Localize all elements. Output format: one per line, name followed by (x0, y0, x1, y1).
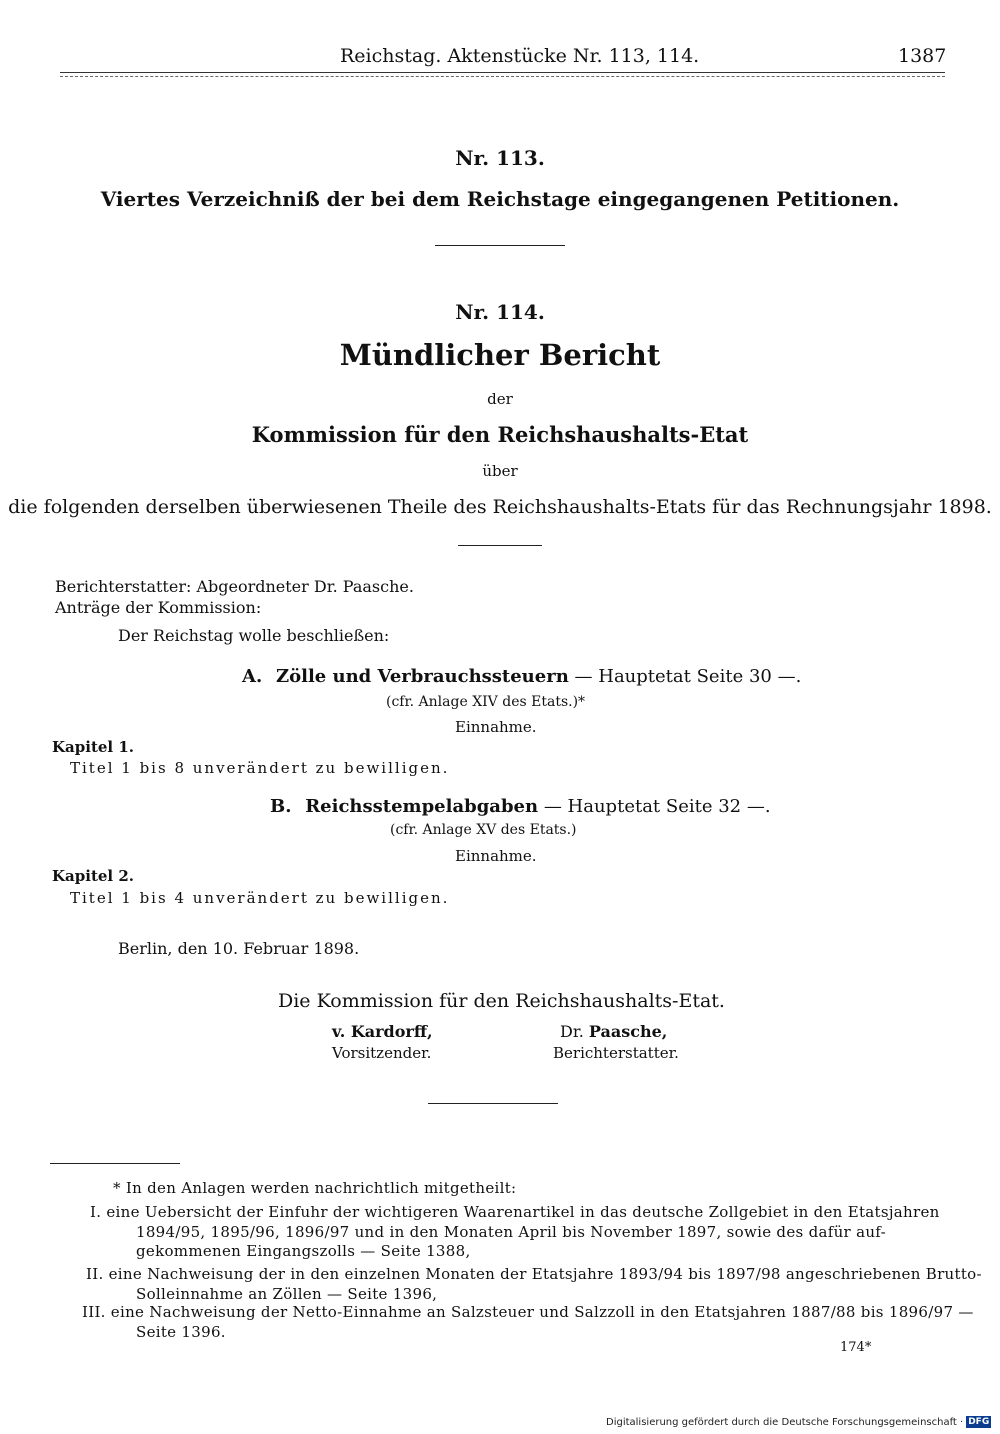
line-der: der (487, 390, 513, 408)
section-b-page-ref: — Hauptetat Seite 32 —. (538, 796, 771, 817)
dfg-logo: DFG (968, 1417, 990, 1427)
footnote-intro: * In den Anlagen werden nachrichtlich mitgetheilt: (113, 1179, 517, 1197)
nr114-number: Nr. 114. (455, 300, 545, 324)
digitization-credit (606, 1416, 991, 1428)
section-a-title: Zölle und Verbrauchssteuern (275, 666, 569, 687)
chair-name: v. Kardorff, (332, 1022, 433, 1041)
section-a-ref: (cfr. Anlage XIV des Etats.)* (386, 694, 586, 710)
section-b-title: Reichsstempelabgaben (305, 796, 539, 817)
chapter-2-heading: Kapitel 2. (52, 867, 134, 885)
chapter-1-text: Titel 1 bis 8 unverändert zu bewilligen. (70, 759, 450, 777)
footnote-line: III. eine Nachweisung der Netto-Einnahme an Salzsteuer und Salzzoll in den Etatsjahren 1887/88 bis 1896/97 — (82, 1303, 974, 1321)
chapter-2-text: Titel 1 bis 4 unverändert zu bewilligen. (70, 889, 450, 907)
reporter-name: Paasche, (588, 1022, 668, 1041)
reporter-signature (560, 1022, 667, 1041)
motions-line: Anträge der Kommission: (55, 598, 262, 617)
section-b-letter: B. (270, 796, 292, 817)
section-a-income: Einnahme. (455, 718, 537, 736)
resolve-line: Der Reichstag wolle beschließen: (118, 626, 390, 645)
footnote-line: gekommenen Eingangszolls — Seite 1388, (136, 1242, 471, 1260)
reporter-role: Berichterstatter. (553, 1044, 679, 1062)
commission-heading: Kommission für den Reichshaushalts-Etat (251, 422, 749, 447)
separator-rule (458, 545, 542, 546)
header-rule (60, 72, 945, 77)
page-number: 1387 (898, 45, 947, 67)
credit-text: Digitalisierung gefördert durch die Deutsche Forschungsgemeinschaft · (606, 1417, 964, 1428)
running-title: Reichstag. Aktenstücke Nr. 113, 114. (340, 45, 700, 67)
place-date: Berlin, den 10. Februar 1898. (118, 939, 360, 958)
footnote-rule (50, 1163, 180, 1164)
signature-commission: Die Kommission für den Reichshaushalts-Etat. (278, 990, 725, 1012)
chair-role: Vorsitzender. (332, 1044, 432, 1062)
footnote-line: Seite 1396. (136, 1323, 226, 1341)
section-a-letter: A. (242, 666, 263, 687)
nr113-number: Nr. 113. (455, 146, 545, 170)
section-b-income: Einnahme. (455, 847, 537, 865)
nr113-title: Viertes Verzeichniß der bei dem Reichstage eingegangenen Petitionen. (100, 187, 900, 211)
line-ueber: über (482, 462, 518, 480)
footnote-line: Solleinnahme an Zöllen — Seite 1396, (136, 1285, 438, 1303)
separator-rule (435, 245, 565, 246)
nr114-title: Mündlicher Bericht (339, 338, 661, 372)
section-a-heading (242, 666, 801, 687)
reporter-line: Berichterstatter: Abgeordneter Dr. Paasche. (55, 577, 414, 596)
separator-rule (428, 1103, 558, 1104)
footnote-line: 1894/95, 1895/96, 1896/97 und in den Monaten April bis November 1897, sowie des dafür auf- (136, 1223, 886, 1241)
section-b-heading (270, 796, 771, 817)
section-a-page-ref: — Hauptetat Seite 30 —. (568, 666, 802, 687)
subject-line: die folgenden derselben überwiesenen Theile des Reichshaushalts-Etats für das Rechnungsjahr 1898. (8, 496, 992, 518)
section-b-ref: (cfr. Anlage XV des Etats.) (390, 822, 577, 838)
reporter-prefix: Dr. (560, 1022, 589, 1041)
footnote-line: II. eine Nachweisung der in den einzelnen Monaten der Etatsjahre 1893/94 bis 1897/98 angeschriebenen Brutto- (86, 1265, 982, 1283)
signature-mark: 174* (840, 1340, 872, 1355)
footnote-line: I. eine Uebersicht der Einfuhr der wichtigeren Waarenartikel in das deutsche Zollgebiet in den Etatsjahren (90, 1203, 940, 1221)
chapter-1-heading: Kapitel 1. (52, 738, 134, 756)
